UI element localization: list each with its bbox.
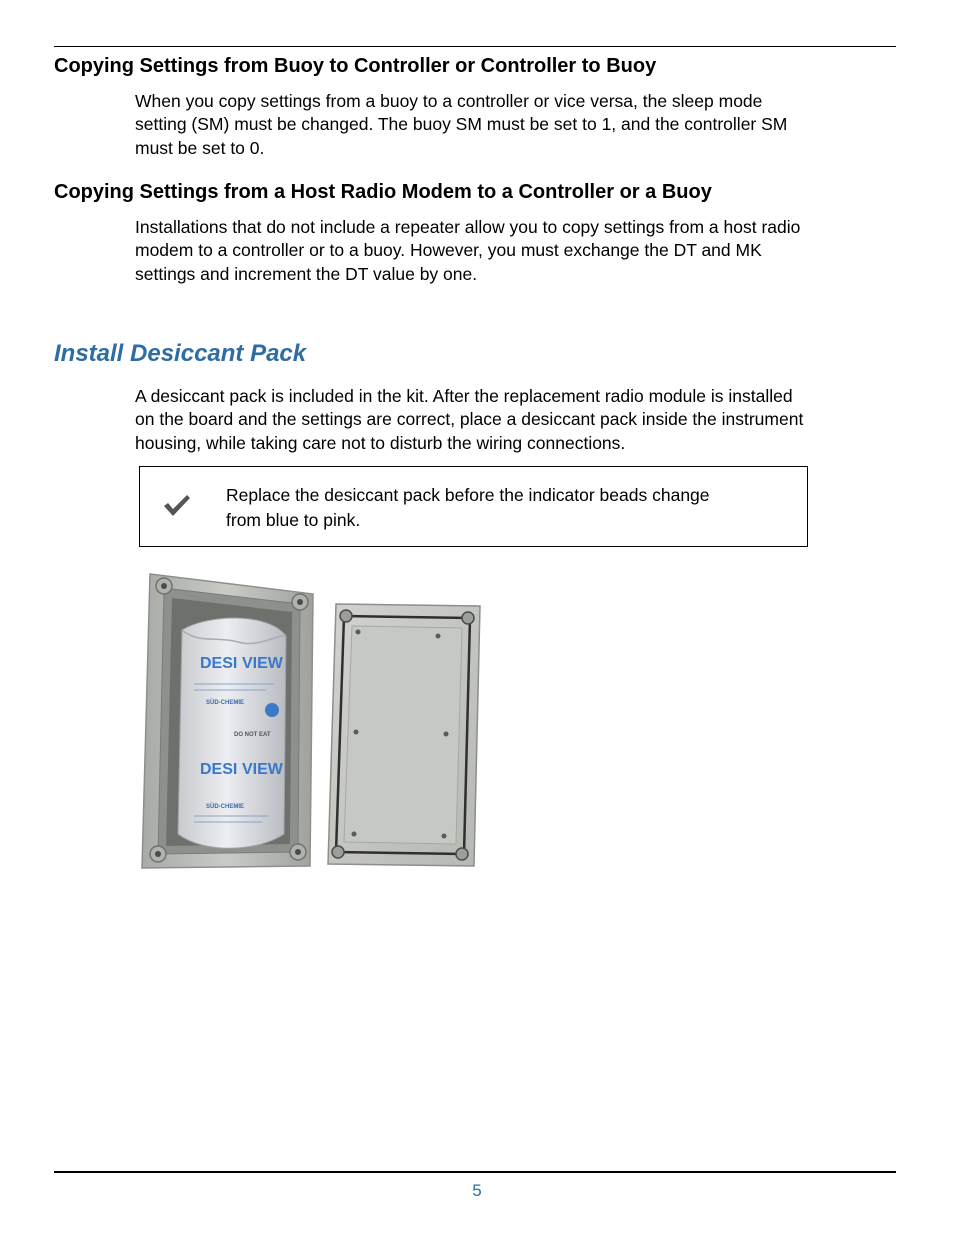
text-line: must be set to 0. [135,137,265,158]
bottom-rule [54,1171,896,1173]
enclosure-body [142,574,313,868]
note-box [139,466,808,547]
text-line: modem to a controller or to a buoy. However, you must exchange the DT and MK [135,240,762,261]
paragraph-install-desiccant [135,385,855,455]
pack-maker: SÜD-CHEMIE [206,804,245,810]
text-line: Installations that do not include a repeater allow you to copy settings from a host radio [135,217,801,237]
text-line: A desiccant pack is included in the kit. After the replacement radio module is installed [135,386,793,406]
page-number: 5 [472,1181,482,1200]
pack-label-view: VIEW [242,761,283,778]
heading-install-desiccant-pack: Install Desiccant Pack [54,340,307,367]
enclosure-lid [328,604,480,866]
text-line: When you copy settings from a buoy to a controller or vice versa, the sleep mode [135,91,763,111]
text-line: housing, while taking care not to disturb the wiring connections. [135,432,626,453]
pack-label-view: VIEW [242,655,283,672]
pack-label-desi: DESI [200,761,238,778]
heading-buoy-controller: Copying Settings from Buoy to Controller or Controller to Buoy [54,55,657,77]
text-line: on the board and the settings are correct, place a desiccant pack inside the instrument [135,409,804,430]
paragraph-host-radio-modem [135,216,855,286]
pack-label-desi: DESI [200,655,238,672]
pack-logo [265,703,279,717]
desiccant-pack [178,618,286,848]
note-line: Replace the desiccant pack before the indicator beads change [226,485,710,505]
enclosure-with-desiccant-photo [138,564,484,874]
note-text [226,483,786,533]
pack-warning: DO NOT EAT [234,732,271,738]
text-line: setting (SM) must be changed. The buoy SM must be set to 1, and the controller SM [135,114,788,135]
heading-host-radio-modem: Copying Settings from a Host Radio Modem to a Controller or a Buoy [54,181,712,203]
text-line: settings and increment the DT value by one. [135,263,478,284]
paragraph-buoy-controller [135,90,855,160]
checkmark-icon [162,493,192,519]
note-line: from blue to pink. [226,510,361,530]
pack-maker: SÜD-CHEMIE [206,700,245,706]
top-rule [54,46,896,47]
